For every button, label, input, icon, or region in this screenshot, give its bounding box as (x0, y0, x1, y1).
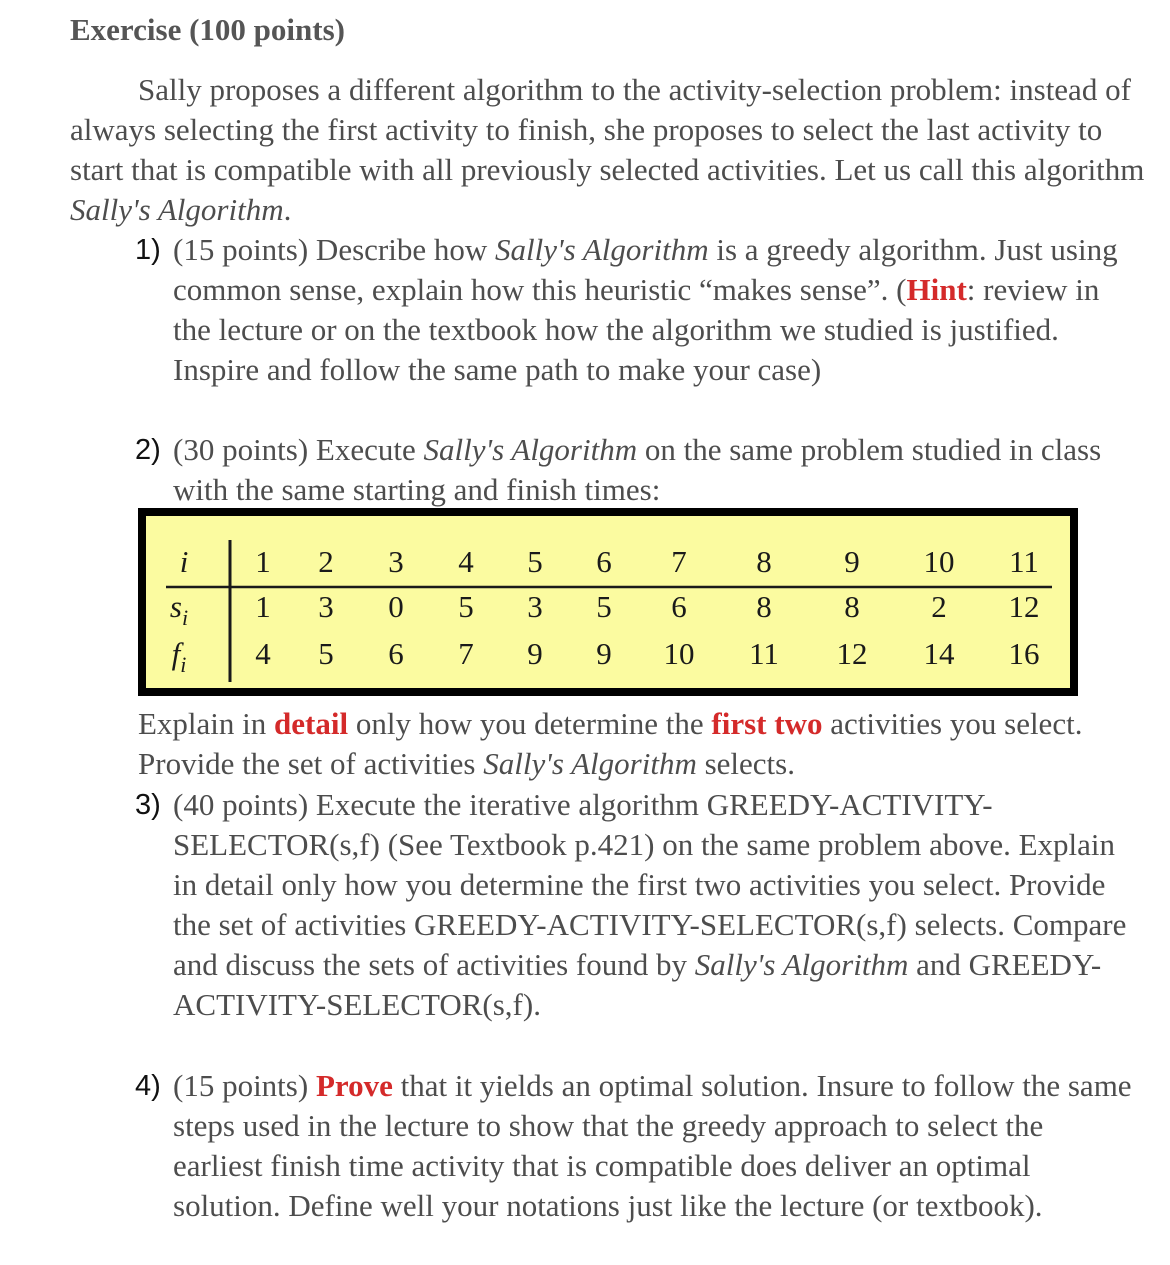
table-cell-s-5: 3 (527, 589, 543, 624)
intro-paragraph: Sally proposes a different algorithm to the activity-selection problem: instead of always selecting the first activity to finish, she proposes to select the last activity to start that is compatible with all previously selected activities. Let us call this algorithm Sally's Algorithm. (70, 72, 1145, 227)
table-cell-i-3: 3 (388, 544, 404, 579)
table-cell-i-6: 6 (596, 544, 612, 579)
explain-paragraph: Explain in detail only how you determine the first two activities you select. Provide the set of activities Sally's Algorithm selects. (138, 706, 1083, 781)
emphasis-detail: detail (274, 706, 349, 741)
table-cell-i-2: 2 (318, 544, 334, 579)
table-cell-f-5: 9 (527, 636, 543, 671)
emphasis-prove: Prove (315, 1068, 393, 1103)
question-number: 1) (135, 234, 161, 266)
table-cell-s-11: 12 (1008, 589, 1040, 624)
activity-table-svg (146, 516, 1070, 688)
question-number: 3) (135, 789, 161, 821)
table-cell-s-10: 2 (931, 589, 947, 624)
table-cell-s-7: 6 (671, 589, 687, 624)
table-cell-s-6: 5 (596, 589, 612, 624)
table-cell-i-5: 5 (527, 544, 543, 579)
table-cell-f-1: 4 (255, 636, 271, 671)
table-cell-f-10: 14 (923, 636, 955, 671)
table-cells (255, 544, 1039, 671)
table-cell-f-2: 5 (318, 636, 334, 671)
question-2: 2) (30 points) Execute Sally's Algorithm on the same problem studied in class with the same starting and finish times: (135, 432, 1102, 507)
question-4: 4) (15 points) Prove that it yields an optimal solution. Insure to follow the same steps used in the lecture to show that the greedy approach to select the earliest finish time activity that is compatible does deliver an optimal solution. Define well your notations just like the lecture (or textbook). (135, 1068, 1132, 1223)
table-cell-i-9: 9 (844, 544, 860, 579)
table-cell-f-3: 6 (388, 636, 404, 671)
table-cell-i-1: 1 (255, 544, 271, 579)
table-cell-f-7: 10 (663, 636, 695, 671)
table-cell-f-11: 16 (1008, 636, 1040, 671)
table-cell-i-11: 11 (1009, 544, 1039, 579)
table-cell-i-7: 7 (671, 544, 687, 579)
table-cell-i-8: 8 (756, 544, 772, 579)
row-label-i: i (179, 544, 189, 579)
exercise-title: Exercise (100 points) (70, 12, 345, 47)
question-3: 3) (40 points) Execute the iterative algorithm GREEDY-ACTIVITY-SELECTOR(s,f) (See Textbook p.421) on the same problem above. Explain in detail only how you determine the first two activities you select. Provide the set of activities GREEDY-ACTIVITY-SELECTOR(s,f) selects. Compare and discuss the sets of activities found by Sally's Algorithm and GREEDY-ACTIVITY-SELECTOR(s,f). (135, 787, 1127, 1022)
question-number: 2) (135, 434, 161, 466)
table-cell-s-2: 3 (318, 589, 334, 624)
question-1: 1) (15 points) Describe how Sally's Algorithm is a greedy algorithm. Just using common sense, explain how this heuristic “makes sense”. (Hint: review in the lecture or on the textbook how the algorithm we studied is justified. Inspire and follow the same path to make your case) (135, 232, 1118, 387)
table-cell-s-9: 8 (844, 589, 860, 624)
table-cell-s-3: 0 (388, 589, 404, 624)
question-number: 4) (135, 1070, 161, 1102)
table-cell-s-8: 8 (756, 589, 772, 624)
row-label-f: $f_i$ (171, 636, 187, 677)
table-cell-f-4: 7 (458, 636, 474, 671)
table-cell-s-4: 5 (458, 589, 474, 624)
table-cell-i-4: 4 (458, 544, 474, 579)
table-cell-f-6: 9 (596, 636, 612, 671)
table-cell-i-10: 10 (923, 544, 955, 579)
activity-table (138, 508, 1078, 696)
table-cell-f-9: 12 (836, 636, 868, 671)
table-cell-s-1: 1 (255, 589, 271, 624)
emphasis-first-two: first two (711, 706, 823, 741)
row-label-s: $s_i$ (169, 589, 189, 630)
table-cell-f-8: 11 (749, 636, 779, 671)
hint-label: Hint (906, 272, 967, 307)
